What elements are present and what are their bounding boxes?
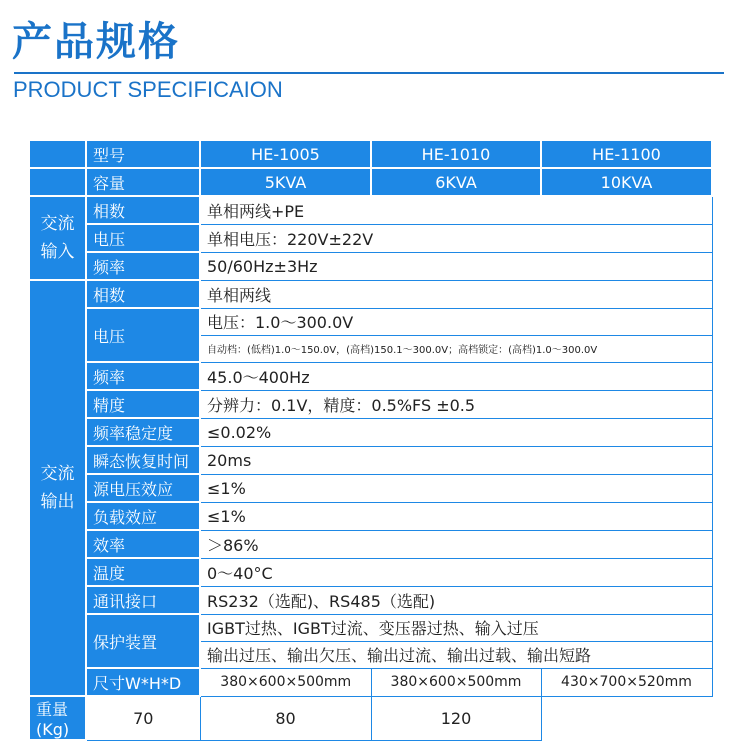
table-row: [29, 196, 712, 224]
title-divider: [14, 72, 724, 74]
size-cell: 430×700×520mm: [541, 668, 712, 696]
category-line: 交流: [40, 464, 75, 484]
size-cell: 380×600×500mm: [371, 668, 541, 696]
row-value: 20ms: [200, 446, 712, 474]
row-value: ≤1%: [200, 474, 712, 502]
table-row: [29, 696, 712, 740]
row-value: 45.0～400Hz: [200, 362, 712, 390]
row-label: 频率: [86, 252, 200, 280]
row-value: RS232（选配)、RS485（选配): [200, 586, 712, 614]
table-row: [29, 558, 712, 586]
header-blank: [29, 168, 86, 196]
table-row: [29, 530, 712, 558]
table-row: [29, 224, 712, 252]
row-label: 温度: [86, 558, 200, 586]
table-row: [29, 418, 712, 446]
table-row: [29, 168, 712, 196]
row-value: ≤1%: [200, 502, 712, 530]
row-value: 单相两线+PE: [200, 196, 712, 224]
page-title: 产品规格: [12, 19, 180, 65]
header-blank: [29, 140, 86, 168]
table-row: [29, 362, 712, 390]
table-row: [29, 140, 712, 168]
weight-cell: 70: [86, 696, 200, 740]
table-row: [29, 390, 712, 418]
row-value: 分辨力：0.1V，精度：0.5%FS ±0.5: [200, 390, 712, 418]
row-label: 源电压效应: [86, 474, 200, 502]
row-label: 频率: [86, 362, 200, 390]
table-row: [29, 474, 712, 502]
table-row: [29, 614, 712, 641]
weight-cell: 80: [200, 696, 371, 740]
row-value: ≤0.02%: [200, 418, 712, 446]
row-label: 保护装置: [86, 614, 200, 668]
table-row: [29, 502, 712, 530]
row-label: 电压: [86, 224, 200, 252]
row-label: 负载效应: [86, 502, 200, 530]
capacity-cell: 10KVA: [541, 168, 712, 196]
row-value: 单相电压：220V±22V: [200, 224, 712, 252]
row-value: 0～40°C: [200, 558, 712, 586]
row-label: 相数: [86, 196, 200, 224]
model-cell: HE-1005: [200, 140, 371, 168]
row-label: 瞬态恢复时间: [86, 446, 200, 474]
row-label: 精度: [86, 390, 200, 418]
row-label: 通讯接口: [86, 586, 200, 614]
weight-label: 重量(Kg): [29, 696, 86, 740]
size-label: 尺寸W*H*D: [86, 668, 200, 696]
category-ac-input: [29, 196, 86, 280]
row-value: 电压：1.0～300.0V: [200, 308, 712, 335]
row-value: ＞86%: [200, 530, 712, 558]
page-subtitle: PRODUCT SPECIFICAION: [13, 77, 283, 102]
spec-table: [28, 139, 713, 741]
row-value: IGBT过热、IGBT过流、变压器过热、输入过压: [200, 614, 712, 641]
model-cell: HE-1100: [541, 140, 712, 168]
row-value: 50/60Hz±3Hz: [200, 252, 712, 280]
model-cell: HE-1010: [371, 140, 541, 168]
capacity-label: 容量: [86, 168, 200, 196]
category-line: 输入: [40, 242, 75, 262]
row-value: 单相两线: [200, 280, 712, 308]
weight-cell: 120: [371, 696, 541, 740]
table-row: [29, 446, 712, 474]
row-label: 效率: [86, 530, 200, 558]
row-value: 输出过压、输出欠压、输出过流、输出过载、输出短路: [200, 641, 712, 668]
table-row: [29, 308, 712, 335]
row-label: 相数: [86, 280, 200, 308]
table-row: [29, 252, 712, 280]
table-row: [29, 586, 712, 614]
row-label: 频率稳定度: [86, 418, 200, 446]
category-ac-output: [29, 280, 86, 696]
category-line: 输出: [40, 492, 75, 512]
capacity-cell: 6KVA: [371, 168, 541, 196]
size-cell: 380×600×500mm: [200, 668, 371, 696]
voltage-note: 自动档：(低档)1.0～150.0V，(高档)150.1～300.0V；高档锁定：(高档)1.0～300.0V: [200, 335, 712, 362]
capacity-cell: 5KVA: [200, 168, 371, 196]
model-label: 型号: [86, 140, 200, 168]
table-row: [29, 280, 712, 308]
table-row: [29, 668, 712, 696]
row-label: 电压: [86, 308, 200, 362]
category-line: 交流: [40, 214, 75, 234]
